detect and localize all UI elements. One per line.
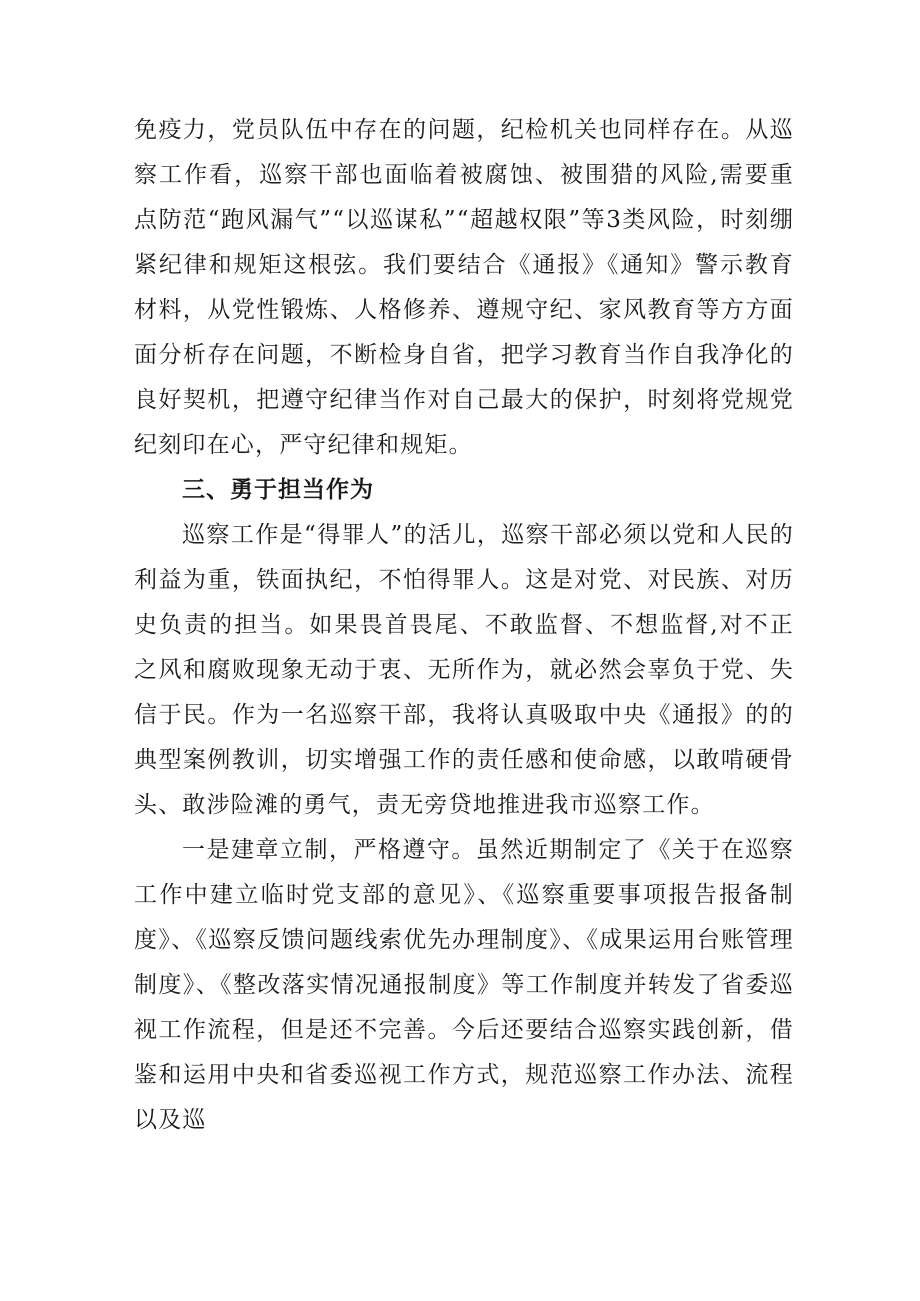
body-paragraph: 巡察工作是“得罪人”的活儿，巡察干部必须以党和人民的利益为重，铁面执纪，不怕得罪人。这是对党、对民族、对历史负责的担当。如果畏首畏尾、不敢监督、不想监督,对不正之风和腐败现象无动于衷、无所作为，就必然会辜负于党、失信于民。作为一名巡察干部，我将认真吸取中央《通报》的的典型案例教训，切实增强工作的责任感和使命感，以敢啃硬骨头、敢涉险滩的勇气，责无旁贷地推进我市巡察工作。 [134, 522, 794, 818]
document-page [134, 108, 794, 1143]
body-paragraph-continued: 免疫力，党员队伍中存在的问题，纪检机关也同样存在。从巡察工作看，巡察干部也面临着被腐蚀、被围猎的风险,需要重点防范“跑风漏气”“以巡谋私”“超越权限”等3类风险，时刻绷紧纪律和规矩这根弦。我们要结合《通报》《通知》警示教育材料，从党性锻炼、人格修养、遵规守纪、家风教育等方方面面分析存在问题，不断检身自省，把学习教育当作自我净化的良好契机，把遵守纪律当作对自己最大的保护，时刻将党规党纪刻印在心，严守纪律和规矩。 [134, 117, 794, 458]
section-heading: 三、勇于担当作为 [182, 477, 374, 503]
body-paragraph: 一是建章立制，严格遵守。虽然近期制定了《关于在巡察工作中建立临时党支部的意见》、《巡察重要事项报告报备制度》、《巡察反馈问题线索优先办理制度》、《成果运用台账管理制度》、《整改落实情况通报制度》等工作制度并转发了省委巡视工作流程，但是还不完善。今后还要结合巡察实践创新，借鉴和运用中央和省委巡视工作方式，规范巡察工作办法、流程以及巡 [134, 837, 794, 1133]
